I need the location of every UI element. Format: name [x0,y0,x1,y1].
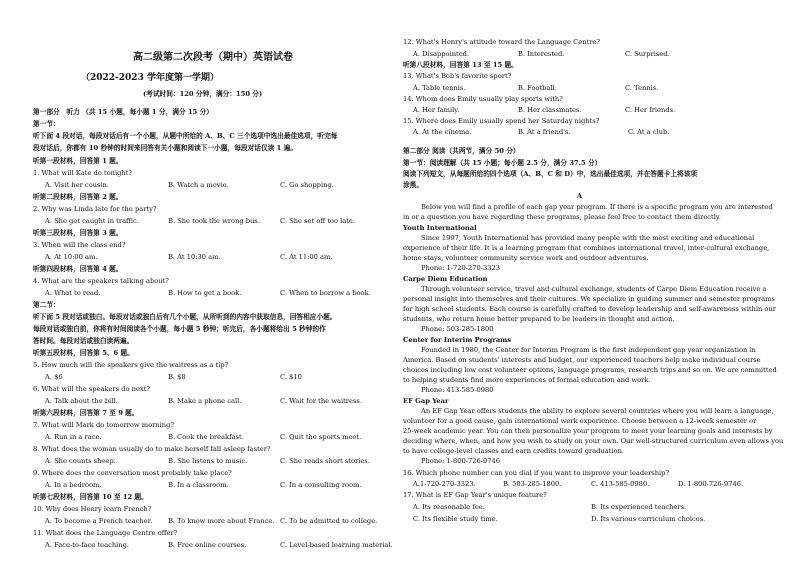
paragraph-line: America. Based on students' interests and budget, our experienced teachers help make individual course [403,356,761,364]
paragraph-line: home stays, volunteer community service work and outdoor adventures. [403,254,649,262]
section1-instructions: 段对话后，你都有 10 秒钟的时间来回答有关小题和阅读下一小题，每段对话仅读 1 遍。 [33,144,298,152]
option: A. Visit her cousin. [45,181,109,189]
exam-time: (考试时间：120 分钟，满分：150 分) [143,90,263,98]
option: B. $8 [168,373,186,381]
material-heading: 听第三段材料，回答第 3 题。 [33,229,123,237]
option: C. $10 [280,373,302,381]
option: B. She took the wrong bus. [168,217,260,225]
paragraph-line: 25-week academic year. You can then personalize your program to meet your learning goals and interests by [403,427,773,435]
program-name: EF Gap Year [403,397,449,405]
option: A. At the cinema. [413,128,472,136]
section2-instructions: 答时间。每段对话或独白读两遍。 [33,337,134,345]
question: 13. What's Bob's favorite sport? [403,72,512,80]
program-name: Center for Interim Programs [403,336,512,344]
option: A. Disappointed. [413,50,470,58]
phone-number: Phone: 1-720-270-3323 [421,264,501,272]
paragraph-line: An EF Gap Year offers students the ability to explore several countries where you will learn a language, [421,407,774,415]
question: 16. Which phone number can you dial if you want to improve your leadership? [403,469,670,477]
option: B. 503-285-1800. [503,480,562,488]
option: A. Run in a race. [45,433,102,441]
question: 7. What will Mark do tomorrow morning? [33,421,174,429]
question: 12. What's Henry's attitude toward the Language Centre? [403,38,600,46]
option: C. 413-585-0980. [591,480,650,488]
paragraph-line: choices including low cost volunteer options, language programs, research trips and so on. We are committed [403,366,777,374]
material-heading: 听第七段材料，回答第 10 至 12 题。 [33,493,148,501]
option: C. She reads short stories. [280,457,370,465]
option: A. At 10:00 am. [45,253,98,261]
option: B. How to get a book. [168,289,242,297]
question: 6. What will the speakers do next? [33,385,150,393]
question: 11. What does the Language Centre offer? [33,529,178,537]
option: B. Watch a movie. [168,181,229,189]
program-name: Carpe Diem Education [403,275,488,283]
section2-instructions: 听下面 5 段对话或独白。每段对话或独白后有几个小题，从所听到的内容中获取信息，回答相应小题。 [33,313,337,321]
option: A.1-720-270-3323. [413,480,476,488]
section2-label: 第二节： [33,301,60,309]
reading-instructions: 涂黑。 [403,181,424,189]
paragraph-line: experience of their life. It is a learning program that combines international travel, inter-cultural exchange, [403,244,770,252]
paragraph-line: students, who return home better prepared to be leaders in thought and action. [403,315,675,323]
option: C. To be admitted to college. [280,517,378,525]
exam-title: 高二级第二次段考（期中）英语试卷 [133,52,293,63]
option: B. Football. [518,84,557,92]
material-heading: 听第一段材料，回答第 1 题。 [33,157,123,165]
option: A. What to read. [45,289,101,297]
program-name: Youth International [403,224,477,232]
question: 2. Why was Linda late for the party? [33,205,157,213]
option: C. When to borrow a book. [280,289,371,297]
phone-number: Phone: 413-585-0980 [421,386,494,394]
option: D. 1-800-726-9746. [678,480,744,488]
paragraph-line: in or a question you have regarding these programs, please feel free to contact them directly. [403,213,721,221]
option: B. In a classroom. [168,481,229,489]
option: A. $6 [45,373,63,381]
part2-heading: 第二部分 阅读（共两节，满分 50 分） [403,147,520,155]
question: 10. Why does Henry learn French? [33,505,152,513]
section2-instructions: 每段对话或独白前，你将有时间阅读各个小题，每小题 5 秒钟；听完后，各小题将给出 5 秒钟的作 [33,325,326,333]
option: C. Wait for the waitress. [280,397,362,405]
school-year: （2022-2023 学年度第一学期） [81,73,219,83]
option: A. Table tennis. [413,84,466,92]
option: C. In a consulting room. [280,481,362,489]
option: A. She counts sheep. [45,457,116,465]
section1-label: 第一节： [33,120,60,128]
paragraph-line: deciding where, when, and how you wish to study on your own. Our well-structured curriculum even allows you [403,437,784,445]
option: C. At a club. [628,128,670,136]
paragraph-line: personal insight into themselves and their cultures. We specialize in guiding summer and semester programs [403,295,775,303]
option: A. Its reasonable fee. [413,503,485,511]
question: 3. When will the class end? [33,241,126,249]
paragraph-line: to have college-level classes and earn credits toward graduation. [403,447,625,455]
part1-heading: 第一部分 听力 （共 15 小题，每小题 1 分，满分 15 分） [33,108,213,116]
question: 4. What are the speakers talking about? [33,277,169,285]
question: 15. Where does Emily usually spend her Saturday nights? [403,117,600,125]
option: C. Quit the sports meet. [280,433,362,441]
option: C. At 11:00 am. [280,253,333,261]
question: 1. What will Kate do tonight? [33,169,132,177]
section1-instructions: 听下面 4 段对话，每段对话后有一个小题，从题中所给的 A、B、C 三个选项中选出最佳选项，听完每 [33,132,338,140]
option: B. Make a phone call. [168,397,242,405]
option: B. Free online courses. [168,541,247,549]
option: C. Level-based learning material. [280,541,393,549]
option: C. Go shopping. [280,181,334,189]
material-heading: 听第五段材料，回答第 5、6 题。 [33,349,134,357]
reading-section-heading: 第一节：阅读理解（共 15 小题；每小题 2.5 分，满分 37.5 分） [403,159,602,167]
paragraph-line: Through volunteer service, travel and cultural exchange, students of Carpe Diem Education receive a [421,285,767,293]
question: 14. Whom does Emily usually play sports with? [403,95,563,103]
question: 9. Where does the conversation most probably take place? [33,469,232,477]
option: C. She set off too late. [280,217,355,225]
option: C. Its flexible study time. [413,515,498,523]
paragraph-line: Founded in 1980, the Center for Interim Program is the first independent gap year organization in [421,346,756,354]
paragraph-line: to helping students find more experiences of formal education and work. [403,376,651,384]
option: B. Its experienced teachers. [591,503,687,511]
phone-number: Phone: 1-800-726-9746 [421,457,501,465]
material-heading: 听第八段材料，回答第 13 至 15 题。 [403,61,518,69]
option: C. Her friends. [625,106,676,114]
material-heading: 听第二段材料，回答第 2 题。 [33,193,123,201]
option: B. Interested. [518,50,565,58]
paragraph-line: volunteer for a good cause, gain international work experience. Choose between a 12-week semester or [403,417,757,425]
option: A. To become a French teacher. [45,517,153,525]
material-heading: 听第四段材料，回答第 4 题。 [33,265,123,273]
option: A. Her family. [413,106,460,114]
phone-number: Phone: 503-285-1800 [421,325,494,333]
question: 17. What is EF Gap Year's unique feature? [403,491,547,499]
option: A. Face-to-face teaching. [45,541,130,549]
option: B. Her classmates. [518,106,582,114]
question: 8. What does the woman usually do to make herself fall asleep faster? [33,445,271,453]
paragraph-line: Since 1997, Youth International has provided many people with the most exciting and educational [421,234,755,242]
option: C. Tennis. [625,84,659,92]
option: A. She got caught in traffic. [45,217,139,225]
option: B. She listens to music. [168,457,248,465]
paragraph-line: for high school students. Each course is carefully crafted to develop leadership and self-awareness within our [403,305,776,313]
paragraph-line: Below you will find a profile of each gap year program. If there is a specific program you are interested [421,203,773,211]
material-heading: 听第六段材料，回答第 7 至 9 题。 [33,409,139,417]
question: 5. How much will the speakers give the waitress as a tip? [33,361,229,369]
option: D. Its various curriculum choices. [591,515,706,523]
option: C. Surprised. [625,50,670,58]
option: B. Cook the breakfast. [168,433,244,441]
passage-label: A [577,192,583,200]
option: B. At 10:30 am. [168,253,221,261]
option: A. Talk about the bill. [45,397,118,405]
option: B. To know more about France. [168,517,275,525]
option: B. At a friend's. [518,128,571,136]
option: A. In a bedroom. [45,481,102,489]
reading-instructions: 阅读下列短文，从每题所给的四个选项（A、B、C 和 D）中，选出最佳选项，并在答题卡上将该项 [403,170,698,178]
